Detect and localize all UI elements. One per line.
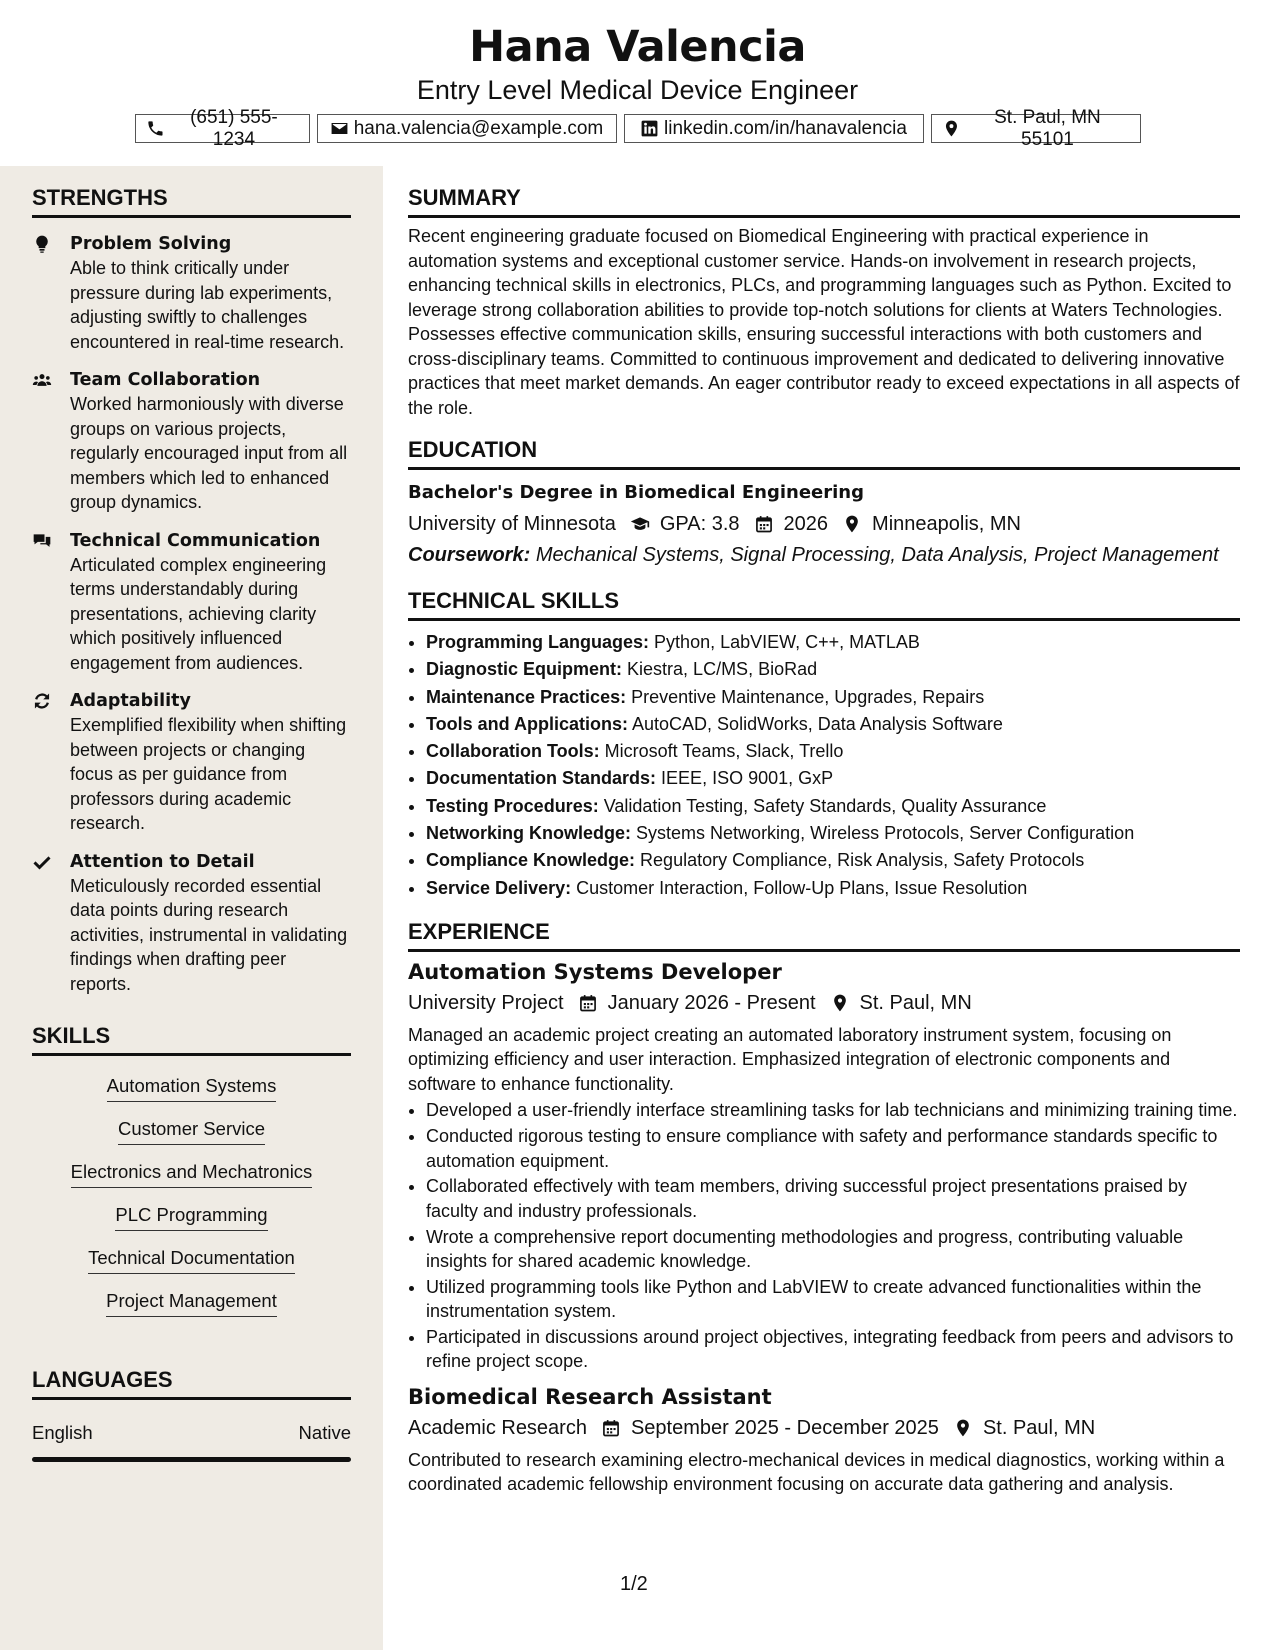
- language-row: [32, 1422, 351, 1444]
- graduation-cap-icon: [630, 514, 650, 534]
- strength-desc: Articulated complex engineering terms understandably during presentations, achieving clarity which positively influenced engagement from audiences.: [70, 554, 327, 673]
- skill-values: Python, LabVIEW, C++, MATLAB: [654, 632, 920, 652]
- strength-item: [32, 850, 351, 997]
- languages-heading: LANGUAGES: [32, 1366, 351, 1400]
- email-chip[interactable]: [317, 114, 617, 143]
- technical-skills-list: [408, 629, 1240, 902]
- email-text: hana.valencia@example.com: [353, 117, 604, 139]
- language-level: Native: [298, 1422, 351, 1443]
- job-meta: [408, 989, 1240, 1017]
- skill-category: Documentation Standards:: [426, 768, 657, 789]
- skill-category: Testing Procedures:: [426, 795, 599, 816]
- job-role-title: Automation Systems Developer: [408, 959, 782, 984]
- job-location: St. Paul, MN: [982, 1416, 1096, 1439]
- skill-category: Programming Languages:: [426, 632, 650, 652]
- graduation-year: 2026: [783, 513, 829, 535]
- skill-values: AutoCAD, SolidWorks, Data Analysis Software: [632, 713, 1003, 734]
- map-pin-icon: [842, 514, 862, 534]
- gpa: GPA: 3.8: [659, 513, 740, 535]
- list-item: [426, 765, 1240, 792]
- strength-item: [32, 232, 351, 354]
- skill-tag: Project Management: [106, 1289, 277, 1317]
- language-proficiency-bar: [32, 1457, 351, 1462]
- skill-values: Kiestra, LC/MS, BioRad: [627, 659, 818, 680]
- strength-title: Technical Communication: [70, 530, 321, 551]
- skill-tag: Customer Service: [118, 1117, 265, 1145]
- location-text: St. Paul, MN 55101: [994, 106, 1101, 150]
- skill-category: Service Delivery:: [426, 877, 572, 898]
- map-pin-icon: [942, 119, 961, 138]
- language-name: English: [32, 1422, 93, 1443]
- skill-category: Networking Knowledge:: [426, 823, 632, 844]
- list-item: • Conducted rigorous testing to ensure compliance with safety and performance standards specific to automation equipment.: [426, 1124, 1240, 1173]
- job-description: Managed an academic project creating an automated laboratory instrument system, focusing on optimizing efficiency and user interaction. Emphasized integration of electronic components and software to enhance functionality.: [408, 1024, 1172, 1094]
- skill-values: IEEE, ISO 9001, GxP: [661, 768, 834, 789]
- list-item: [426, 738, 1240, 765]
- sync-icon: [32, 691, 52, 711]
- job-entry: [408, 957, 1240, 1374]
- list-item: [426, 875, 1240, 902]
- strength-item: [32, 368, 351, 515]
- location-chip: [931, 106, 1141, 150]
- skill-values: Regulatory Compliance, Risk Analysis, Safety Protocols: [640, 850, 1085, 871]
- skill-values: Preventive Maintenance, Upgrades, Repairs: [631, 686, 985, 707]
- list-item: [426, 847, 1240, 874]
- list-item: • Wrote a comprehensive report documenting methodologies and progress, contributing valuable insights for shared academic knowledge.: [426, 1225, 1240, 1274]
- envelope-icon: [330, 119, 349, 138]
- skill-category: Collaboration Tools:: [426, 741, 600, 762]
- skill-category: Tools and Applications:: [426, 713, 628, 734]
- linkedin-chip[interactable]: [624, 114, 924, 143]
- list-item: • Participated in discussions around project objectives, integrating feedback from peers and advisors to refine project scope.: [426, 1325, 1240, 1374]
- phone-icon: [146, 119, 165, 138]
- school-location: Minneapolis, MN: [872, 513, 1021, 535]
- education-heading: EDUCATION: [408, 436, 1240, 470]
- skills-heading: SKILLS: [32, 1022, 351, 1056]
- strength-title: Adaptability: [70, 691, 191, 711]
- technical-skills-heading: TECHNICAL SKILLS: [408, 587, 1240, 621]
- skill-values: Systems Networking, Wireless Protocols, Server Configuration: [636, 823, 1135, 844]
- summary-heading: SUMMARY: [408, 184, 1240, 218]
- experience-heading: EXPERIENCE: [408, 918, 1240, 952]
- calendar-icon: [578, 993, 598, 1013]
- phone-text: (651) 555-1234: [190, 106, 278, 150]
- map-pin-icon: [830, 993, 850, 1013]
- strengths-heading: STRENGTHS: [32, 184, 351, 218]
- main-content: [408, 166, 1240, 1497]
- strength-title: Problem Solving: [70, 234, 232, 254]
- list-item: [426, 793, 1240, 820]
- candidate-name: Hana Valencia: [469, 22, 806, 72]
- calendar-icon: [601, 1418, 621, 1438]
- strength-desc: Meticulously recorded essential data points during research activities, instrumental in validating findings when drafting peer reports.: [70, 875, 348, 994]
- users-icon: [32, 370, 52, 390]
- list-item: [426, 684, 1240, 711]
- school-name: University of Minnesota: [408, 513, 616, 535]
- job-entry: [408, 1382, 1240, 1497]
- job-role-title: Biomedical Research Assistant: [408, 1384, 772, 1409]
- job-dates: September 2025 - December 2025: [630, 1416, 939, 1439]
- skill-values: Validation Testing, Safety Standards, Quality Assurance: [603, 795, 1047, 816]
- strength-desc: Able to think critically under pressure during lab experiments, adjusting swiftly to challenges encountered in real-time research.: [70, 258, 345, 352]
- skills-list: [32, 1066, 351, 1324]
- skill-category: Diagnostic Equipment:: [426, 659, 623, 680]
- summary-text: Recent engineering graduate focused on Biomedical Engineering with practical experience in automation systems and exceptional customer service. Hands-on involvement in research projects, enhancing technical skills in electronics, PLCs, and programming languages such as Python. Excited to leverage strong collaboration abilities to provide top-notch solutions for clients at Waters Technologies. Possesses effective communication skills, ensuring successful interactions with both customers and cross-disciplinary teams. Committed to continuous improvement and dedicated to delivering innovative practices that meet market demands. An eager contributor ready to exceed expectations in all aspects of the role.: [408, 226, 1240, 418]
- page-number: 1/2: [620, 1573, 648, 1595]
- coursework-label: Coursework:: [408, 544, 531, 566]
- contact-bar: [0, 106, 1275, 150]
- phone-chip[interactable]: [135, 106, 310, 150]
- list-item: [426, 629, 1240, 656]
- job-title: Entry Level Medical Device Engineer: [416, 75, 859, 105]
- strength-desc: Exemplified flexibility when shifting between projects or changing focus as per guidance from professors during academic research.: [70, 715, 347, 833]
- skill-values: Customer Interaction, Follow-Up Plans, Issue Resolution: [576, 877, 1028, 898]
- strength-title: Attention to Detail: [70, 851, 255, 872]
- strength-item: [32, 529, 351, 676]
- job-org: University Project: [408, 991, 564, 1014]
- job-description: Contributed to research examining electro-mechanical devices in medical diagnostics, working within a coordinated academic fellowship environment focusing on accurate data gathering and analysis.: [408, 1449, 1225, 1495]
- list-item: [426, 656, 1240, 683]
- skill-tag: Technical Documentation: [88, 1246, 295, 1274]
- list-item: • Collaborated effectively with team members, driving successful project presentations praised by faculty and industry professionals.: [426, 1174, 1240, 1223]
- job-org: Academic Research: [408, 1416, 587, 1439]
- linkedin-text: linkedin.com/in/hanavalencia: [664, 117, 907, 139]
- strength-title: Team Collaboration: [70, 370, 261, 390]
- resume-header: [0, 0, 1275, 150]
- coursework-list: Mechanical Systems, Signal Processing, Data Analysis, Project Management: [535, 544, 1219, 566]
- linkedin-icon: [640, 119, 659, 138]
- coursework: [408, 541, 1240, 569]
- list-item: • Developed a user-friendly interface streamlining tasks for lab technicians and minimizing training time.: [426, 1098, 1240, 1123]
- map-pin-icon: [953, 1418, 973, 1438]
- job-dates: January 2026 - Present: [607, 991, 816, 1014]
- skill-values: Microsoft Teams, Slack, Trello: [604, 741, 844, 762]
- calendar-icon: [754, 514, 774, 534]
- skill-tag: Electronics and Mechatronics: [71, 1160, 313, 1188]
- strength-item: [32, 689, 351, 836]
- comments-icon: [32, 531, 52, 551]
- skill-category: Maintenance Practices:: [426, 686, 627, 707]
- skill-tag: Automation Systems: [107, 1074, 277, 1102]
- list-item: • Utilized programming tools like Python and LabVIEW to create advanced functionalities within the instrumentation system.: [426, 1275, 1240, 1324]
- list-item: [426, 711, 1240, 738]
- skill-category: Compliance Knowledge:: [426, 850, 636, 871]
- sidebar: [0, 166, 383, 1650]
- job-bullets: [408, 1098, 1240, 1373]
- strength-desc: Worked harmoniously with diverse groups on various projects, regularly encouraged input from all members which led to enhanced group dynamics.: [70, 394, 348, 512]
- degree-title: Bachelor's Degree in Biomedical Engineering: [408, 482, 864, 503]
- job-meta: [408, 1414, 1240, 1442]
- check-icon: [32, 852, 52, 872]
- lightbulb-icon: [32, 234, 52, 254]
- skill-tag: PLC Programming: [115, 1203, 267, 1231]
- list-item: [426, 820, 1240, 847]
- education-meta: [408, 510, 1240, 538]
- job-location: St. Paul, MN: [859, 991, 972, 1014]
